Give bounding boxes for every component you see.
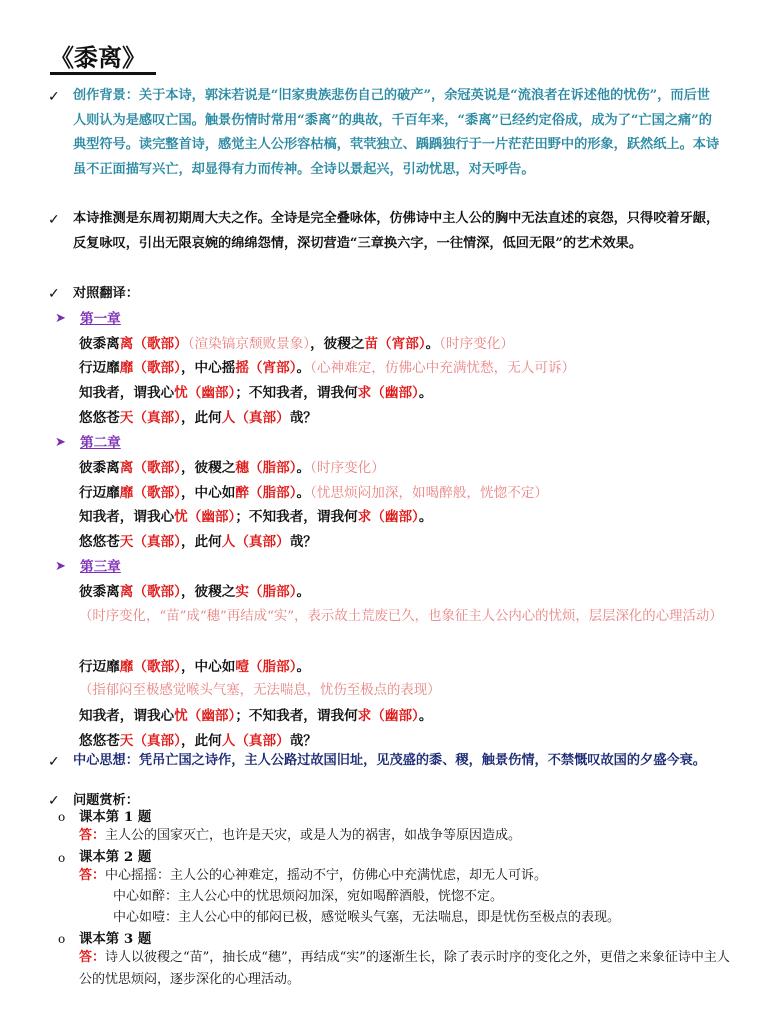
central-idea: 中心思想：凭吊亡国之诗作，主人公路过故国旧址，见茂盛的黍、稷，触景伤情，不禁慨叹故国的夕盛今衰。 bbox=[73, 753, 706, 768]
chapter-1-line-4: 悠悠苍天（真部），此何人（真部）哉？ bbox=[79, 410, 317, 426]
translation-heading: 对照翻译： bbox=[73, 286, 139, 301]
question-2-title: 课本第 2 题 bbox=[79, 849, 152, 865]
chapter-2-line-4: 悠悠苍天（真部），此何人（真部）哉？ bbox=[79, 534, 317, 550]
check-icon: ✓ bbox=[48, 793, 60, 809]
question-2-answer: 答：中心摇摇：主人公的心神难定，摇动不宁，仿佛心中充满忧虑，却无人可诉。 bbox=[79, 868, 548, 883]
arrow-bullet-icon: ➤ bbox=[55, 435, 66, 450]
question-2-answer-line-3: 中心如噎：主人公心中的郁闷已极，感觉喉头气塞，无法喘息，即是忧伤至极点的表现。 bbox=[113, 910, 621, 925]
chapter-3-label: 第三章 bbox=[80, 559, 121, 575]
question-2-answer-line-2: 中心如醉：主人公心中的忧思烦闷加深，宛如喝醉酒般，恍惚不定。 bbox=[113, 889, 504, 904]
arrow-bullet-icon: ➤ bbox=[55, 311, 66, 326]
chapter-1-line-1: 彼黍离离（歌部）（渲染镐京颓败景象），彼稷之苗（宵部）。（时序变化） bbox=[79, 336, 514, 352]
circle-bullet-icon: o bbox=[58, 810, 66, 824]
circle-bullet-icon: o bbox=[58, 932, 66, 946]
check-icon: ✓ bbox=[48, 212, 60, 228]
chapter-2-line-2: 行迈靡靡（歌部），中心如醉（脂部）。（忧思烦闷加深，如喝醉般，恍惚不定） bbox=[79, 485, 548, 501]
chapter-1-line-3: 知我者，谓我心忧（幽部）；不知我者，谓我何求（幽部）。 bbox=[79, 385, 433, 401]
page-title: 《黍离》 bbox=[50, 44, 156, 75]
question-3-answer: 答：诗人以彼稷之“苗”，抽长成“穗”，再结成“实”的逐渐生长，除了表示时序的变化之外，更借之来象征诗中主人公的忧思烦闷，逐步深化的心理活动。 bbox=[79, 950, 730, 987]
chapter-2-label: 第二章 bbox=[80, 435, 121, 451]
chapter-1-label: 第一章 bbox=[80, 311, 121, 327]
chapter-3-line-2: 行迈靡靡（歌部），中心如噎（脂部）。 bbox=[79, 659, 311, 675]
chapter-3-line-4: 悠悠苍天（真部），此何人（真部）哉？ bbox=[79, 733, 317, 749]
check-icon: ✓ bbox=[48, 89, 60, 105]
background-paragraph: 创作背景：关于本诗，郭沫若说是“旧家贵族悲伤自己的破产”，余冠英说是“流浪者在诉述他的忧伤”，而后世人则认为是感叹亡国。触景伤情时常用“黍离”的典故，千百年来，“黍离”已经约定俗成，成为了“亡国之痛”的典型符号。读完整首诗，感觉主人公形容枯槁，茕茕独立、踽踽独行于一片茫茫田野中的形象，跃然纸上。本诗虽不正面描写兴亡，却显得有力而传神。全诗以景起兴，引动忧思，对天呼告。 bbox=[73, 88, 720, 177]
question-1-answer: 答：主人公的国家灭亡，也许是天灾，或是人为的祸害，如战争等原因造成。 bbox=[79, 828, 522, 843]
check-icon: ✓ bbox=[48, 754, 60, 770]
chapter-2-line-1: 彼黍离离（歌部），彼稷之穗（脂部）。（时序变化） bbox=[79, 460, 385, 476]
circle-bullet-icon: o bbox=[58, 851, 66, 865]
check-icon: ✓ bbox=[48, 286, 60, 302]
arrow-bullet-icon: ➤ bbox=[55, 559, 66, 574]
chapter-3-line-1: 彼黍离离（歌部），彼稷之实（脂部）。 bbox=[79, 584, 311, 600]
question-1-title: 课本第 1 题 bbox=[79, 809, 152, 825]
speculation-paragraph: 本诗推测是东周初期周大夫之作。全诗是完全叠咏体，仿佛诗中主人公的胸中无法直述的哀怨，只得咬着牙龈，反复咏叹，引出无限哀婉的绵绵怨情，深切营造“三章换六字，一往情深，低回无限”的艺术效果。 bbox=[73, 211, 720, 251]
chapter-1-line-2: 行迈靡靡（歌部），中心摇摇（宵部）。（心神难定，仿佛心中充满忧愁，无人可诉） bbox=[79, 360, 576, 376]
chapter-3-line-3: 知我者，谓我心忧（幽部）；不知我者，谓我何求（幽部）。 bbox=[79, 708, 433, 724]
chapter-3-note-1: （时序变化，“苗”成“穗”再结成“实”，表示故土荒废已久，也象征主人公内心的忧烦，层层深化的心理活动） bbox=[79, 609, 723, 624]
chapter-2-line-3: 知我者，谓我心忧（幽部）；不知我者，谓我何求（幽部）。 bbox=[79, 509, 433, 525]
analysis-heading: 问题赏析： bbox=[73, 793, 139, 808]
question-3-title: 课本第 3 题 bbox=[79, 931, 152, 947]
chapter-3-note-2: （指郁闷至极感觉喉头气塞，无法喘息，忧伤至极点的表现） bbox=[79, 683, 441, 698]
